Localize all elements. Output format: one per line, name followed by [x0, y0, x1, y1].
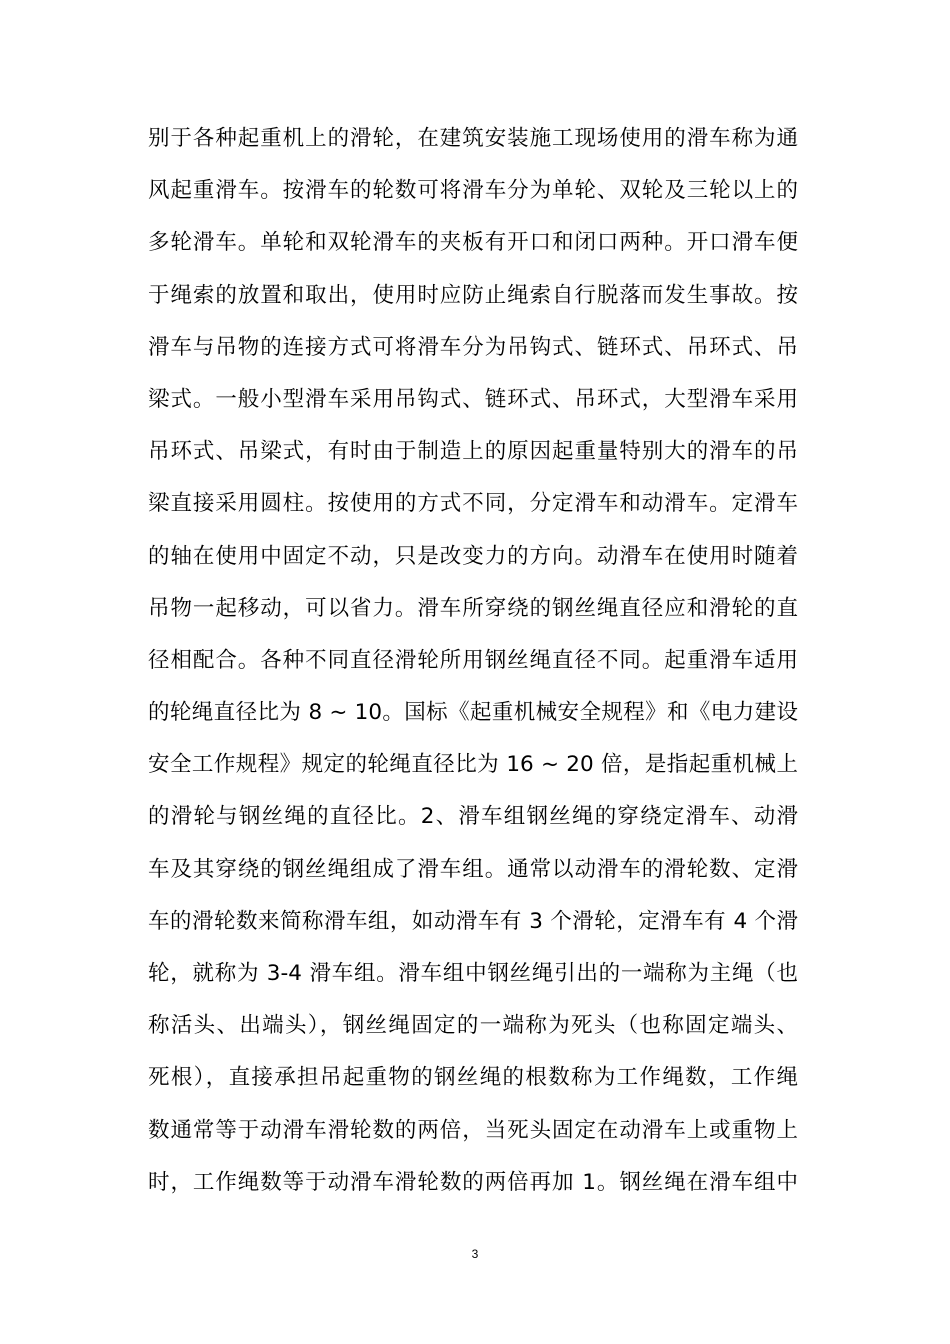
text-line: 风起重滑车。按滑车的轮数可将滑车分为单轮、双轮及三轮以上的 [148, 178, 798, 204]
text-line: 梁式。一般小型滑车采用吊钩式、链环式、吊环式，大型滑车采用 [148, 386, 798, 412]
text-line: 的轮绳直径比为 8 ~ 10。国标《起重机械安全规程》和《电力建设 [148, 700, 798, 726]
text-line: 径相配合。各种不同直径滑轮所用钢丝绳直径不同。起重滑车适用 [148, 647, 798, 673]
text-line: 吊物一起移动，可以省力。滑车所穿绕的钢丝绳直径应和滑轮的直 [148, 595, 798, 621]
text-line: 的轴在使用中固定不动，只是改变力的方向。动滑车在使用时随着 [148, 543, 798, 569]
text-line: 别于各种起重机上的滑轮，在建筑安装施工现场使用的滑车称为通 [148, 126, 798, 151]
text-line: 梁直接采用圆柱。按使用的方式不同，分定滑车和动滑车。定滑车 [148, 491, 798, 517]
text-line: 滑车与吊物的连接方式可将滑车分为吊钩式、链环式、吊环式、吊 [148, 334, 798, 360]
text-line: 称活头、出端头），钢丝绳固定的一端称为死头（也称固定端头、 [148, 1013, 798, 1039]
text-line: 数通常等于动滑车滑轮数的两倍，当死头固定在动滑车上或重物上 [148, 1117, 798, 1143]
text-line: 吊环式、吊梁式，有时由于制造上的原因起重量特别大的滑车的吊 [148, 439, 798, 465]
text-line: 车的滑轮数来简称滑车组，如动滑车有 3 个滑轮，定滑车有 4 个滑 [148, 908, 798, 934]
text-line: 于绳索的放置和取出，使用时应防止绳索自行脱落而发生事故。按 [148, 282, 798, 308]
text-line: 多轮滑车。单轮和双轮滑车的夹板有开口和闭口两种。开口滑车便 [148, 230, 798, 256]
text-line: 车及其穿绕的钢丝绳组成了滑车组。通常以动滑车的滑轮数、定滑 [148, 856, 798, 882]
text-line: 时，工作绳数等于动滑车滑轮数的两倍再加 1。钢丝绳在滑车组中 [148, 1169, 798, 1195]
page-number: 3 [471, 1247, 479, 1261]
text-line: 轮，就称为 3-4 滑车组。滑车组中钢丝绳引出的一端称为主绳（也 [148, 961, 798, 986]
body-text [148, 113, 798, 1209]
text-line: 安全工作规程》规定的轮绳直径比为 16 ~ 20 倍，是指起重机械上 [148, 752, 798, 778]
text-line: 的滑轮与钢丝绳的直径比。2、滑车组钢丝绳的穿绕定滑车、动滑 [148, 804, 798, 830]
text-line: 死根），直接承担吊起重物的钢丝绳的根数称为工作绳数，工作绳 [148, 1065, 798, 1091]
